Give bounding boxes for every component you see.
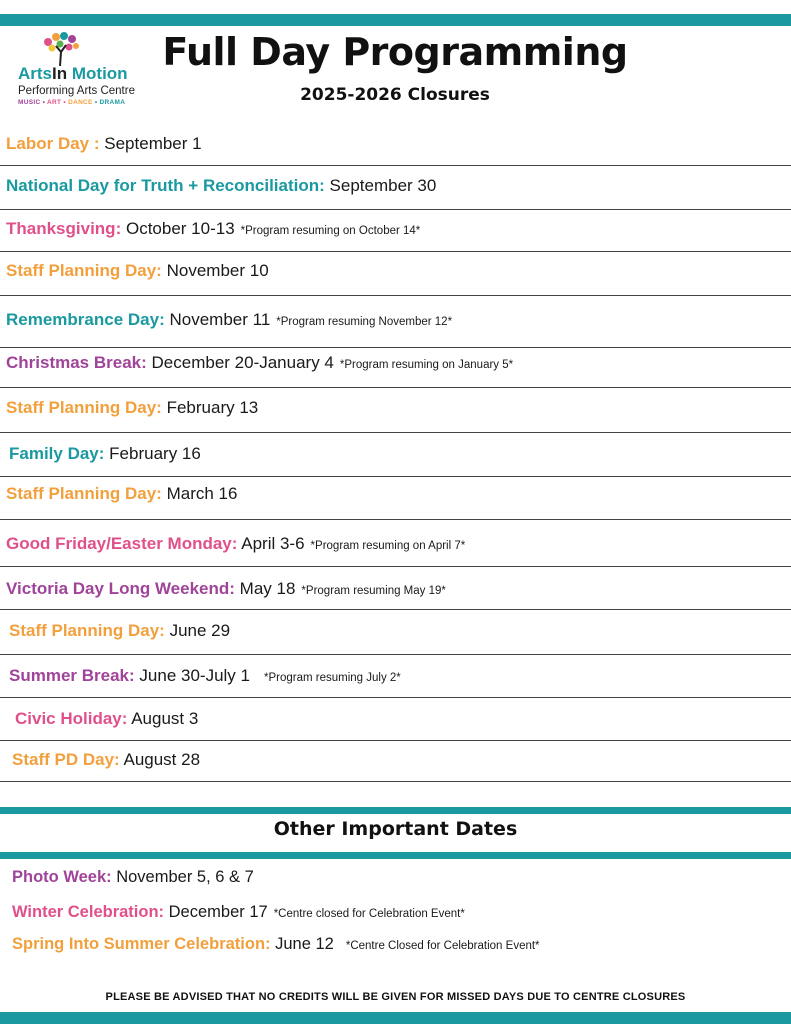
closure-row bbox=[0, 122, 791, 166]
closure-entry bbox=[6, 534, 465, 554]
closure-entry bbox=[6, 579, 446, 599]
logo bbox=[14, 32, 142, 112]
closure-date: June 29 bbox=[169, 621, 231, 640]
logo-tag-dance: DANCE bbox=[68, 99, 93, 106]
closure-row bbox=[0, 698, 791, 741]
logo-name bbox=[18, 64, 128, 84]
logo-tag-separator: • bbox=[42, 99, 46, 106]
other-date-item bbox=[12, 935, 540, 954]
closure-entry bbox=[6, 261, 269, 281]
closure-label: Staff Planning Day: bbox=[6, 484, 162, 503]
other-dates-title: Other Important Dates bbox=[273, 818, 518, 840]
closure-note: *Program resuming on January 5* bbox=[339, 359, 514, 371]
closure-label: Staff Planning Day: bbox=[6, 261, 162, 280]
logo-arts: Arts bbox=[18, 64, 53, 83]
closure-entry bbox=[6, 398, 258, 418]
closure-row bbox=[0, 166, 791, 210]
closure-date: October 10-13 bbox=[125, 219, 235, 238]
footer-notice: PLEASE BE ADVISED THAT NO CREDITS WILL BE GIVEN FOR MISSED DAYS DUE TO CENTRE CLOSURES bbox=[105, 991, 686, 1003]
closure-note: *Program resuming July 2* bbox=[263, 672, 401, 684]
logo-subtitle: Performing Arts Centre bbox=[18, 85, 135, 97]
other-date-value: June 12 bbox=[275, 935, 334, 953]
logo-tag-drama: DRAMA bbox=[99, 99, 126, 106]
closure-date: November 11 bbox=[169, 310, 271, 329]
logo-tag-separator: • bbox=[63, 99, 66, 106]
closure-entry bbox=[6, 484, 237, 504]
closure-label: Victoria Day Long Weekend: bbox=[6, 579, 235, 598]
closure-note: *Program resuming on October 14* bbox=[240, 225, 421, 237]
closure-row bbox=[0, 741, 791, 782]
closure-entry bbox=[6, 219, 420, 239]
bottom-band bbox=[0, 1012, 791, 1024]
closure-date: December 20-January 4 bbox=[151, 353, 334, 372]
logo-tag-music: MUSIC bbox=[18, 99, 41, 106]
tree-icon bbox=[36, 32, 86, 66]
closure-row bbox=[0, 348, 791, 388]
other-date-label: Photo Week: bbox=[12, 868, 112, 886]
closure-entry bbox=[15, 709, 198, 729]
closure-label: Labor Day : bbox=[6, 134, 100, 153]
closure-entry bbox=[12, 750, 200, 770]
top-band bbox=[0, 14, 791, 26]
closure-note: *Program resuming on April 7* bbox=[310, 540, 466, 552]
closure-date: March 16 bbox=[166, 484, 238, 503]
other-date-note: *Centre Closed for Celebration Event* bbox=[345, 940, 540, 952]
closure-row bbox=[0, 433, 791, 477]
section-band-bottom bbox=[0, 852, 791, 859]
closure-row bbox=[0, 252, 791, 296]
section-band-top bbox=[0, 807, 791, 814]
closure-label: Family Day: bbox=[9, 444, 105, 463]
closure-date: August 3 bbox=[131, 709, 199, 728]
closure-label: Summer Break: bbox=[9, 666, 135, 685]
closure-note: *Program resuming November 12* bbox=[276, 316, 453, 328]
logo-tag-art: ART bbox=[47, 99, 62, 106]
closure-date: September 30 bbox=[329, 176, 437, 195]
other-date-item bbox=[12, 903, 465, 922]
closure-label: National Day for Truth + Reconciliation: bbox=[6, 176, 325, 195]
logo-in: In bbox=[52, 64, 68, 83]
other-date-value: November 5, 6 & 7 bbox=[116, 868, 254, 886]
logo-tag-separator: • bbox=[94, 99, 98, 106]
logo-motion: Motion bbox=[71, 64, 128, 83]
closure-date: May 18 bbox=[239, 579, 296, 598]
closure-entry bbox=[6, 353, 513, 373]
closure-date: February 13 bbox=[166, 398, 259, 417]
closure-label: Staff Planning Day: bbox=[9, 621, 165, 640]
closure-row bbox=[0, 477, 791, 520]
logo-tagline bbox=[18, 99, 125, 106]
closure-row bbox=[0, 388, 791, 433]
closure-date: April 3-6 bbox=[241, 534, 305, 553]
closure-entry bbox=[6, 134, 202, 154]
closure-row bbox=[0, 655, 791, 698]
closure-label: Thanksgiving: bbox=[6, 219, 122, 238]
closure-date: November 10 bbox=[166, 261, 269, 280]
closure-row bbox=[0, 610, 791, 655]
closure-entry bbox=[9, 444, 201, 464]
closure-row bbox=[0, 567, 791, 610]
closure-label: Remembrance Day: bbox=[6, 310, 165, 329]
closure-row bbox=[0, 296, 791, 348]
closure-date: June 30-July 1 bbox=[139, 666, 250, 685]
closure-label: Staff PD Day: bbox=[12, 750, 120, 769]
closure-entry bbox=[6, 176, 436, 196]
closure-date: February 16 bbox=[109, 444, 201, 463]
page-title: Full Day Programming bbox=[162, 30, 628, 74]
other-date-label: Spring Into Summer Celebration: bbox=[12, 935, 271, 953]
closure-note: *Program resuming May 19* bbox=[301, 585, 446, 597]
closure-entry bbox=[9, 666, 401, 686]
closure-label: Good Friday/Easter Monday: bbox=[6, 534, 238, 553]
closure-date: September 1 bbox=[104, 134, 202, 153]
other-date-value: December 17 bbox=[168, 903, 268, 921]
other-date-note: *Centre closed for Celebration Event* bbox=[273, 908, 465, 920]
other-date-item bbox=[12, 868, 254, 887]
closure-entry bbox=[9, 621, 230, 641]
other-date-label: Winter Celebration: bbox=[12, 903, 165, 921]
closure-label: Civic Holiday: bbox=[15, 709, 128, 728]
closure-label: Christmas Break: bbox=[6, 353, 147, 372]
closure-row bbox=[0, 210, 791, 252]
closure-date: August 28 bbox=[123, 750, 201, 769]
closure-entry bbox=[6, 310, 452, 330]
closure-row bbox=[0, 520, 791, 567]
closure-label: Staff Planning Day: bbox=[6, 398, 162, 417]
page-subtitle: 2025-2026 Closures bbox=[300, 85, 490, 105]
